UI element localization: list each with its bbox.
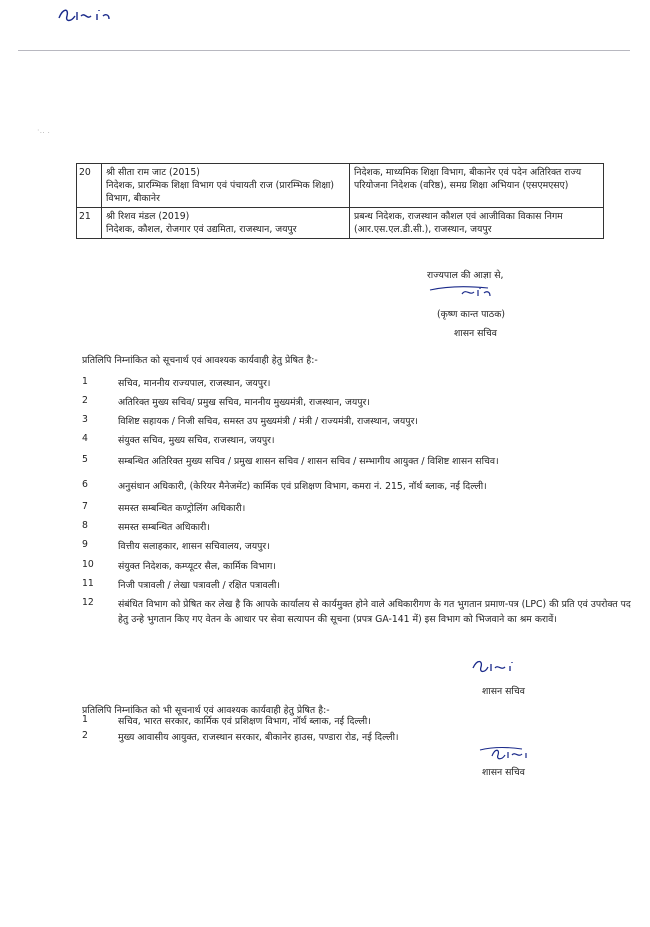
item-text: समस्त सम्बन्धित अधिकारी।: [118, 522, 210, 533]
new-post: प्रबन्ध निदेशक, राजस्थान कौशल एवं आजीविका विकास निगम (आर.एस.एल.डी.सी.), राजस्थान, जयपुर: [350, 208, 604, 239]
item-text: विशिष्ट सहायक / निजी सचिव, समस्त उप मुख्यमंत्री / मंत्री / राज्यमंत्री, राजस्थान, जयपुर।: [118, 416, 418, 427]
officer-name: श्री रिशव मंडल (2019): [106, 211, 190, 222]
item-number: 7: [82, 501, 88, 512]
item-text: संबंधित विभाग को प्रेषित कर लेख है कि आपके कार्यालय से कार्यमुक्त होने वाले अधिकारीगण के गत भुगतान प्रमाण-पत्र (LPC) की प्रति एवं उपरोक्त पद हेतु उन्हे भुगतान किए गए वेतन के आधार पर सेवा सत्यापन की सूचना (प्रपत्र GA-141 में) इस विभाग को भिजवाने का श्रम करावें।: [118, 599, 631, 625]
item-number: 12: [82, 597, 94, 608]
new-post: निदेशक, माध्यमिक शिक्षा विभाग, बीकानेर एवं पदेन अतिरिक्त राज्य परियोजना निदेशक (वरिष्ठ), समग्र शिक्षा अभियान (एसएमएसए): [350, 164, 604, 208]
table-row: [77, 164, 604, 208]
item-number: 5: [82, 454, 88, 465]
item-text: निजी पत्रावली / लेखा पत्रावली / रक्षित पत्रावली।: [118, 580, 280, 591]
top-signature: [55, 4, 115, 28]
item-number: 3: [82, 414, 88, 425]
item-number: 11: [82, 578, 94, 589]
table-row: [77, 208, 604, 239]
item-text: संयुक्त सचिव, मुख्य सचिव, राजस्थान, जयपुर।: [118, 435, 275, 446]
horizontal-rule: [18, 50, 630, 51]
signatory-title: शासन सचिव: [482, 767, 525, 778]
order-line: राज्यपाल की आज्ञा से,: [427, 270, 504, 281]
item-number: 6: [82, 479, 88, 490]
current-post: निदेशक, कौशल, रोजगार एवं उद्यमिता, राजस्थान, जयपुर: [106, 224, 297, 235]
signature: [478, 742, 538, 764]
item-number: 2: [82, 395, 88, 406]
item-text: सम्बन्धित अतिरिक्त मुख्य सचिव / प्रमुख शासन सचिव / शासन सचिव / सम्भागीय आयुक्त / विशिष्ट शासन सचिव।: [118, 456, 499, 467]
row-number: 21: [77, 208, 102, 239]
item-text: संयुक्त निदेशक, कम्प्यूटर सैल, कार्मिक विभाग।: [118, 561, 276, 572]
officer-cell: [102, 164, 350, 208]
item-text: समस्त सम्बन्धित कण्ट्रोलिंग अधिकारी।: [118, 503, 246, 514]
item-number: 9: [82, 539, 88, 550]
item-number: 1: [82, 714, 88, 725]
signatory-name: (कृष्ण कान्त पाठक): [437, 309, 505, 320]
item-number: 10: [82, 559, 94, 570]
item-text: अतिरिक्त मुख्य सचिव/ प्रमुख सचिव, माननीय मुख्यमंत्री, राजस्थान, जयपुर।: [118, 397, 370, 408]
item-text: अनुसंधान अधिकारी, (केरियर मैनेजमेंट) कार्मिक एवं प्रशिक्षण विभाग, कमरा नं. 215, नॉर्थ ब्लाक, नई दिल्ली।: [118, 481, 487, 492]
current-post: निदेशक, प्रारम्भिक शिक्षा विभाग एवं पंचायती राज (प्रारम्भिक शिक्षा) विभाग, बीकानेर: [106, 180, 335, 204]
officer-name: श्री सीता राम जाट (2015): [106, 167, 200, 178]
row-number: 20: [77, 164, 102, 208]
copy-intro: प्रतिलिपि निम्नांकित को भी सूचनार्थ एवं आवश्यक कार्यवाही हेतु प्रेषित है:-: [82, 705, 330, 716]
item-text: सचिव, भारत सरकार, कार्मिक एवं प्रशिक्षण विभाग, नॉर्थ ब्लाक, नई दिल्ली।: [118, 716, 371, 727]
signature: [470, 656, 520, 678]
signatory-title: शासन सचिव: [454, 328, 497, 339]
officer-cell: [102, 208, 350, 239]
item-text: वित्तीय सलाहकार, शासन सचिवालय, जयपुर।: [118, 541, 270, 552]
copy-intro: प्रतिलिपि निम्नांकित को सूचनार्थ एवं आवश्यक कार्यवाही हेतु प्रेषित है:-: [82, 355, 318, 366]
item-text: सचिव, माननीय राज्यपाल, राजस्थान, जयपुर।: [118, 378, 271, 389]
item-number: 2: [82, 730, 88, 741]
scan-speck: ·‥ .: [37, 126, 50, 135]
signatory-title: शासन सचिव: [482, 686, 525, 697]
signature: [428, 280, 508, 302]
transfer-table: [76, 163, 604, 239]
item-number: 4: [82, 433, 88, 444]
item-text: मुख्य आवासीय आयुक्त, राजस्थान सरकार, बीकानेर हाउस, पण्डारा रोड, नई दिल्ली।: [118, 732, 399, 743]
item-number: 8: [82, 520, 88, 531]
item-number: 1: [82, 376, 88, 387]
